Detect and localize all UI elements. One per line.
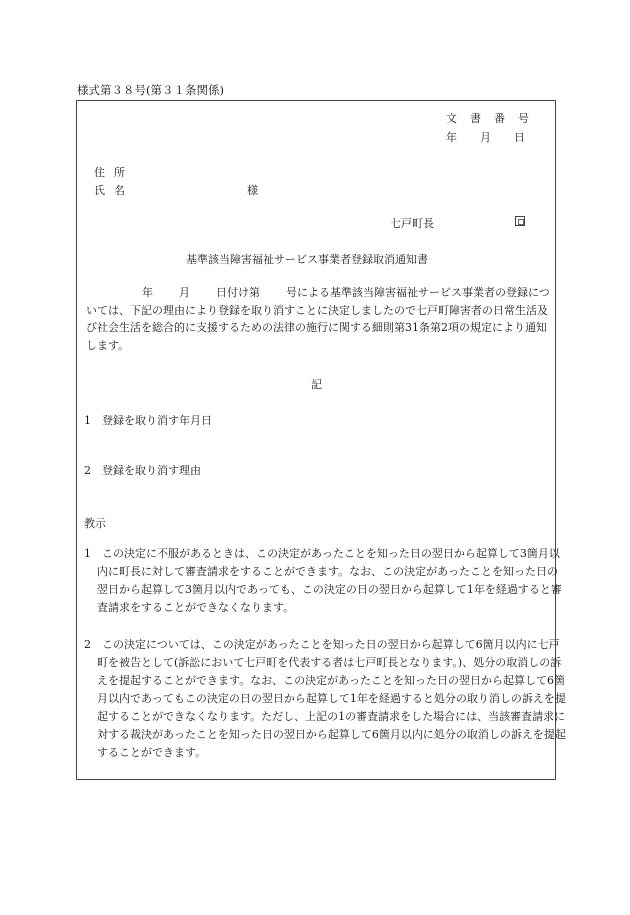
item-cancel-date: 1 登録を取り消す年月日 bbox=[84, 414, 212, 427]
seal-mark bbox=[515, 216, 525, 226]
document-date bbox=[446, 129, 525, 145]
address-label: 住所 bbox=[94, 166, 134, 179]
date-year-label: 年 bbox=[446, 131, 457, 144]
body-month: 月 bbox=[179, 286, 190, 299]
body-rest: 号による基準該当障害福祉サービス事業者の登録については、下記の理由により登録を取り消すことに決定しましたので七戸町障害者の日常生活及び社会生活を総合的に支援するための法律の施行に関する細則第31条第2項の規定により通知します。 bbox=[86, 286, 550, 352]
body-paragraph bbox=[86, 284, 552, 354]
item-cancel-reason: 2 登録を取り消す理由 bbox=[84, 464, 201, 477]
honorific: 様 bbox=[247, 184, 258, 197]
body-year: 年 bbox=[142, 286, 153, 299]
instruction-note-1: 1 この決定に不服があるときは、この決定があったことを知った日の翌日から起算して3箇月以内に町長に対して審査請求をすることができます。なお、この決定があったことを知った日の翌日から起算して3箇月以内であっても、この決定の日の翌日から起算して1年を経過すると審査請求をすることができなくなります。 bbox=[84, 547, 562, 614]
issuer-name: 七戸町長 bbox=[390, 217, 434, 230]
name-label: 氏名 bbox=[94, 184, 134, 197]
date-day-label: 日 bbox=[514, 131, 525, 144]
date-month-label: 月 bbox=[480, 131, 491, 144]
form-number: 様式第３８号(第３１条関係) bbox=[77, 83, 224, 97]
document-number-label: 文書番号 bbox=[446, 112, 542, 125]
body-day-text: 日付け第 bbox=[216, 286, 260, 299]
ki-heading: 記 bbox=[311, 378, 322, 391]
kyoji-heading: 教示 bbox=[84, 517, 106, 530]
document-title: 基準該当障害福祉サービス事業者登録取消通知書 bbox=[186, 253, 428, 266]
instruction-note-2: 2 この決定については、この決定があったことを知った日の翌日から起算して6箇月以内に七戸町を被告として(訴訟において七戸町を代表する者は七戸町長となります。)、処分の取消しの訴えを提起することができます。なお、この決定があったことを知った日の翌日から起算して6箇月以内であってもこの決定の日の翌日から起算して1年を経過すると処分の取り消しの訴えを提起することができなくなります。ただし、上記の1の審査請求をした場合には、当該審査請求に対する裁決があったことを知った日の翌日から起算して6箇月以内に処分の取消しの訴えを提起することができます。 bbox=[84, 638, 566, 759]
